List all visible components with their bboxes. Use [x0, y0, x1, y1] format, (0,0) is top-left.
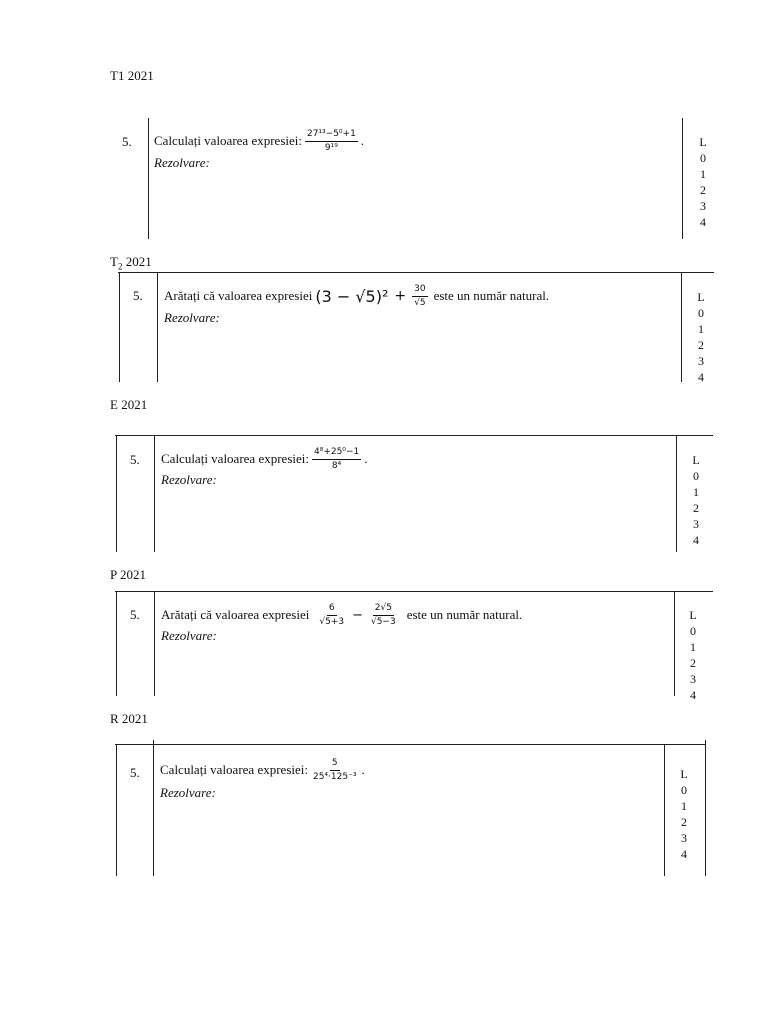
fraction-denominator: √5+3: [319, 616, 345, 627]
rezolvare-label: Rezolvare:: [164, 310, 220, 325]
score-column-border: [682, 118, 683, 239]
score-value: 1: [681, 799, 687, 813]
score-value: 4: [698, 370, 704, 384]
score-value: 0: [690, 624, 696, 638]
fraction: [317, 603, 346, 627]
score-column: [677, 766, 691, 862]
fraction: [311, 758, 358, 782]
problem-statement: [164, 282, 549, 310]
score-value: 2: [681, 815, 687, 829]
section-heading-t1: T1 2021: [110, 68, 154, 83]
score-value: 4: [693, 533, 699, 547]
score-value: 2: [693, 501, 699, 515]
fraction-numerator: 2√5: [373, 603, 394, 615]
score-value: 2: [698, 338, 704, 352]
outer-left-border: [116, 591, 117, 696]
rezolvare-label: Rezolvare:: [160, 785, 216, 800]
statement-suffix: este un număr natural.: [406, 607, 523, 622]
heading-letter: T: [110, 254, 118, 269]
rezolvare-label: Rezolvare:: [161, 628, 217, 643]
left-border: [154, 435, 155, 552]
top-border: [115, 435, 713, 436]
score-value: 3: [698, 354, 704, 368]
score-value: 1: [693, 485, 699, 499]
left-border: [154, 591, 155, 696]
fraction: [312, 447, 361, 471]
problem-statement: [160, 754, 365, 786]
fraction-numerator: 27¹³−5⁰+1: [305, 129, 358, 141]
top-border: [118, 272, 714, 273]
score-value: 0: [693, 469, 699, 483]
score-column-border: [681, 272, 682, 382]
heading-year: 2021: [122, 254, 152, 269]
score-value: 1: [690, 640, 696, 654]
fraction-numerator: 5: [330, 758, 340, 770]
score-column: [694, 289, 708, 385]
fraction-denominator: √5−3: [370, 616, 396, 627]
left-border: [153, 740, 154, 876]
score-value: 4: [700, 215, 706, 229]
period: .: [360, 133, 365, 148]
problem-number: 5.: [130, 765, 140, 780]
score-column: [686, 607, 700, 703]
score-column: [696, 134, 710, 230]
problem-statement: [161, 599, 522, 631]
score-value: 3: [700, 199, 706, 213]
instruction-text: Calculați valoarea expresiei:: [154, 133, 302, 148]
outer-right-border: [705, 740, 706, 876]
score-label: L: [689, 608, 697, 622]
period: .: [361, 762, 365, 777]
score-label: L: [692, 453, 700, 467]
score-column-border: [664, 744, 665, 876]
section-heading-p: P 2021: [110, 567, 146, 582]
score-value: 4: [681, 847, 687, 861]
score-value: 2: [700, 183, 706, 197]
fraction-numerator: 4⁸+25⁰−1: [312, 447, 361, 459]
problem-statement: [154, 126, 364, 156]
statement-suffix: este un număr natural.: [433, 288, 550, 303]
instruction-text: Calculați valoarea expresiei:: [161, 451, 309, 466]
section-heading-e: E 2021: [110, 397, 148, 412]
instruction-text: Arătați că valoarea expresiei: [161, 607, 310, 622]
fraction: [412, 284, 427, 308]
plus-sign: +: [394, 288, 407, 304]
score-column: [689, 452, 703, 548]
score-value: 0: [681, 783, 687, 797]
score-value: 3: [693, 517, 699, 531]
rezolvare-label: Rezolvare:: [161, 472, 217, 487]
heading-subscript: 2: [117, 261, 123, 272]
score-value: 2: [690, 656, 696, 670]
top-border: [115, 744, 706, 745]
score-value: 0: [700, 151, 706, 165]
fraction-numerator: 6: [327, 603, 337, 615]
instruction-text: Arătați că valoarea expresiei: [164, 288, 313, 303]
rezolvare-label: Rezolvare:: [154, 155, 210, 170]
period: .: [364, 451, 368, 466]
left-border: [157, 272, 158, 382]
score-value: 3: [690, 672, 696, 686]
score-label: L: [697, 290, 705, 304]
outer-left-border: [119, 272, 120, 382]
score-value: 4: [690, 688, 696, 702]
score-value: 1: [700, 167, 706, 181]
minus-sign: −: [352, 607, 363, 623]
score-label: L: [680, 767, 688, 781]
score-value: 1: [698, 322, 704, 336]
fraction-denominator: 8⁴: [331, 460, 342, 471]
problem-statement: [161, 444, 367, 474]
fraction-denominator: 9¹⁹: [324, 142, 338, 153]
section-heading-t2: [110, 254, 152, 272]
fraction-denominator: √5: [414, 297, 426, 308]
top-border: [115, 591, 713, 592]
fraction: [369, 603, 398, 627]
score-column-border: [674, 591, 675, 696]
score-column-border: [676, 435, 677, 552]
fraction-denominator: 25⁴·125⁻³: [312, 771, 357, 782]
instruction-text: Calculați valoarea expresiei:: [160, 762, 308, 777]
problem-number: 5.: [122, 134, 132, 149]
problem-number: 5.: [133, 288, 143, 303]
score-value: 0: [698, 306, 704, 320]
outer-left-border: [116, 435, 117, 552]
left-border: [148, 118, 149, 239]
fraction-numerator: 30: [412, 284, 427, 296]
expression-power: (3 − √5)²: [315, 286, 389, 306]
outer-left-border: [116, 744, 117, 876]
section-heading-r: R 2021: [110, 711, 148, 726]
problem-number: 5.: [130, 452, 140, 467]
score-value: 3: [681, 831, 687, 845]
score-label: L: [699, 135, 707, 149]
fraction: [305, 129, 358, 153]
problem-number: 5.: [130, 607, 140, 622]
